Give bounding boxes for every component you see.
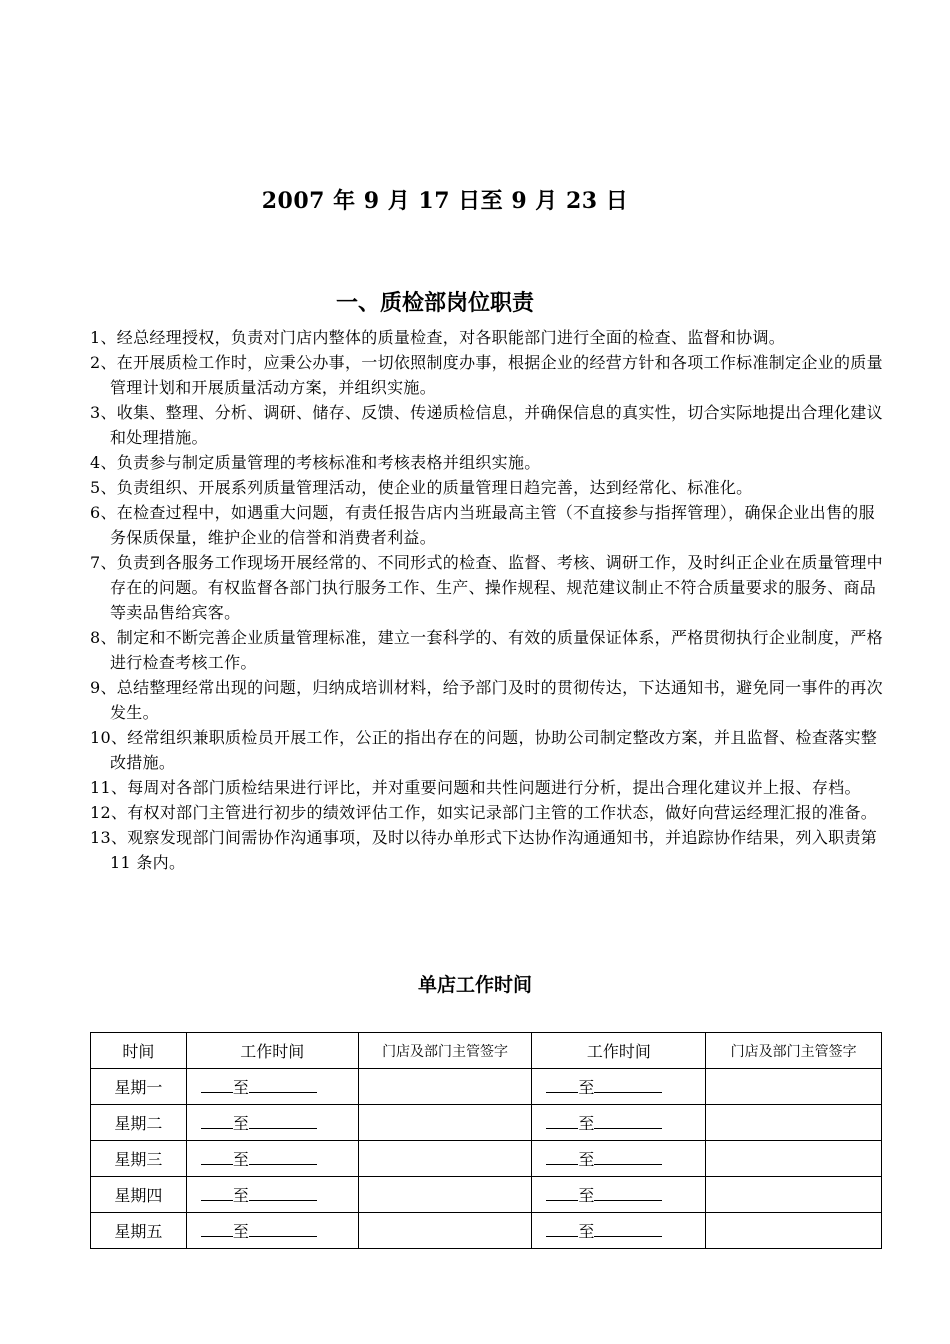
end-blank[interactable]	[249, 1150, 317, 1165]
signature-field[interactable]	[358, 1069, 532, 1105]
header-signature: 门店及部门主管签字	[706, 1033, 882, 1069]
signature-field[interactable]	[358, 1141, 532, 1177]
duty-item: 11、每周对各部门质检结果进行评比，并对重要问题和共性问题进行分析，提出合理化建议并上报、存档。	[90, 778, 861, 797]
to-label: 至	[232, 1186, 249, 1205]
duty-item: 12、有权对部门主管进行初步的绩效评估工作，如实记录部门主管的工作状态，做好向营运经理汇报的准备。	[90, 803, 878, 822]
signature-field[interactable]	[358, 1105, 532, 1141]
to-label: 至	[578, 1150, 595, 1169]
duty-item: 7、负责到各服务工作现场开展经常的、不同形式的检查、监督、考核、调研工作，及时纠正企业在质量管理中存在的问题。有权监督各部门执行服务工作、生产、操作规程、规范建议制止不符合质量要求的服务、商品等卖品售给宾客。	[90, 553, 883, 622]
date-range-title: 2007 年 9 月 17 日至 9 月 23 日	[261, 188, 629, 214]
section-title: 一、质检部岗位职责	[335, 290, 534, 316]
header-signature: 门店及部门主管签字	[358, 1033, 532, 1069]
to-label: 至	[578, 1114, 595, 1133]
schedule-table	[90, 1032, 882, 1249]
to-label: 至	[232, 1114, 249, 1133]
table-row	[91, 1105, 882, 1141]
duty-item: 4、负责参与制定质量管理的考核标准和考核表格并组织实施。	[90, 453, 541, 472]
to-label: 至	[578, 1078, 595, 1097]
start-blank[interactable]	[546, 1114, 578, 1129]
duty-item: 10、经常组织兼职质检员开展工作，公正的指出存在的问题，协助公司制定整改方案，并且监督、检查落实整改措施。	[90, 728, 878, 772]
end-blank[interactable]	[594, 1150, 662, 1165]
to-label: 至	[232, 1150, 249, 1169]
day-label: 星期二	[91, 1105, 187, 1141]
header-work-time: 工作时间	[532, 1033, 706, 1069]
work-time-field[interactable]	[532, 1105, 706, 1141]
to-label: 至	[232, 1222, 249, 1241]
schedule-header-row	[91, 1033, 882, 1069]
start-blank[interactable]	[546, 1222, 578, 1237]
start-blank[interactable]	[201, 1114, 233, 1129]
signature-field[interactable]	[706, 1069, 882, 1105]
to-label: 至	[578, 1186, 595, 1205]
table-row	[91, 1069, 882, 1105]
signature-field[interactable]	[706, 1213, 882, 1249]
work-time-field[interactable]	[532, 1177, 706, 1213]
start-blank[interactable]	[201, 1078, 233, 1093]
header-time: 时间	[91, 1033, 187, 1069]
start-blank[interactable]	[201, 1222, 233, 1237]
work-time-field[interactable]	[532, 1069, 706, 1105]
day-label: 星期五	[91, 1213, 187, 1249]
work-time-field[interactable]	[186, 1213, 358, 1249]
end-blank[interactable]	[249, 1114, 317, 1129]
start-blank[interactable]	[546, 1186, 578, 1201]
start-blank[interactable]	[546, 1150, 578, 1165]
duty-item: 9、总结整理经常出现的问题，归纳成培训材料，给予部门及时的贯彻传达，下达通知书，避免同一事件的再次发生。	[90, 678, 883, 722]
start-blank[interactable]	[201, 1150, 233, 1165]
start-blank[interactable]	[546, 1078, 578, 1093]
work-time-field[interactable]	[186, 1177, 358, 1213]
duty-item: 1、经总经理授权，负责对门店内整体的质量检查，对各职能部门进行全面的检查、监督和协调。	[90, 328, 786, 347]
end-blank[interactable]	[594, 1222, 662, 1237]
table-row	[91, 1213, 882, 1249]
end-blank[interactable]	[249, 1222, 317, 1237]
end-blank[interactable]	[594, 1114, 662, 1129]
end-blank[interactable]	[594, 1186, 662, 1201]
header-work-time: 工作时间	[186, 1033, 358, 1069]
end-blank[interactable]	[249, 1078, 317, 1093]
signature-field[interactable]	[358, 1213, 532, 1249]
work-time-field[interactable]	[186, 1105, 358, 1141]
work-time-field[interactable]	[186, 1141, 358, 1177]
table-row	[91, 1177, 882, 1213]
work-time-field[interactable]	[186, 1069, 358, 1105]
duty-item: 6、在检查过程中，如遇重大问题，有责任报告店内当班最高主管（不直接参与指挥管理），确保企业出售的服务保质保量，维护企业的信誉和消费者利益。	[90, 503, 875, 547]
signature-field[interactable]	[706, 1141, 882, 1177]
to-label: 至	[578, 1222, 595, 1241]
work-time-field[interactable]	[532, 1213, 706, 1249]
end-blank[interactable]	[594, 1078, 662, 1093]
start-blank[interactable]	[201, 1186, 233, 1201]
duty-item: 5、负责组织、开展系列质量管理活动，使企业的质量管理日趋完善，达到经常化、标准化。	[90, 478, 753, 497]
duty-item: 8、制定和不断完善企业质量管理标准，建立一套科学的、有效的质量保证体系，严格贯彻执行企业制度，严格进行检查考核工作。	[90, 628, 883, 672]
duty-item: 3、收集、整理、分析、调研、储存、反馈、传递质检信息，并确保信息的真实性，切合实际地提出合理化建议和处理措施。	[90, 403, 883, 447]
duties-list	[90, 325, 890, 875]
signature-field[interactable]	[358, 1177, 532, 1213]
table-row	[91, 1141, 882, 1177]
to-label: 至	[232, 1078, 249, 1097]
work-time-field[interactable]	[532, 1141, 706, 1177]
day-label: 星期四	[91, 1177, 187, 1213]
day-label: 星期三	[91, 1141, 187, 1177]
day-label: 星期一	[91, 1069, 187, 1105]
schedule-title: 单店工作时间	[417, 974, 532, 996]
duty-item: 2、在开展质检工作时，应秉公办事，一切依照制度办事，根据企业的经营方针和各项工作标准制定企业的质量管理计划和开展质量活动方案，并组织实施。	[90, 353, 883, 397]
signature-field[interactable]	[706, 1177, 882, 1213]
duty-item: 13、观察发现部门间需协作沟通事项，及时以待办单形式下达协作沟通通知书，并追踪协作结果，列入职责第 11 条内。	[90, 828, 878, 872]
signature-field[interactable]	[706, 1105, 882, 1141]
end-blank[interactable]	[249, 1186, 317, 1201]
